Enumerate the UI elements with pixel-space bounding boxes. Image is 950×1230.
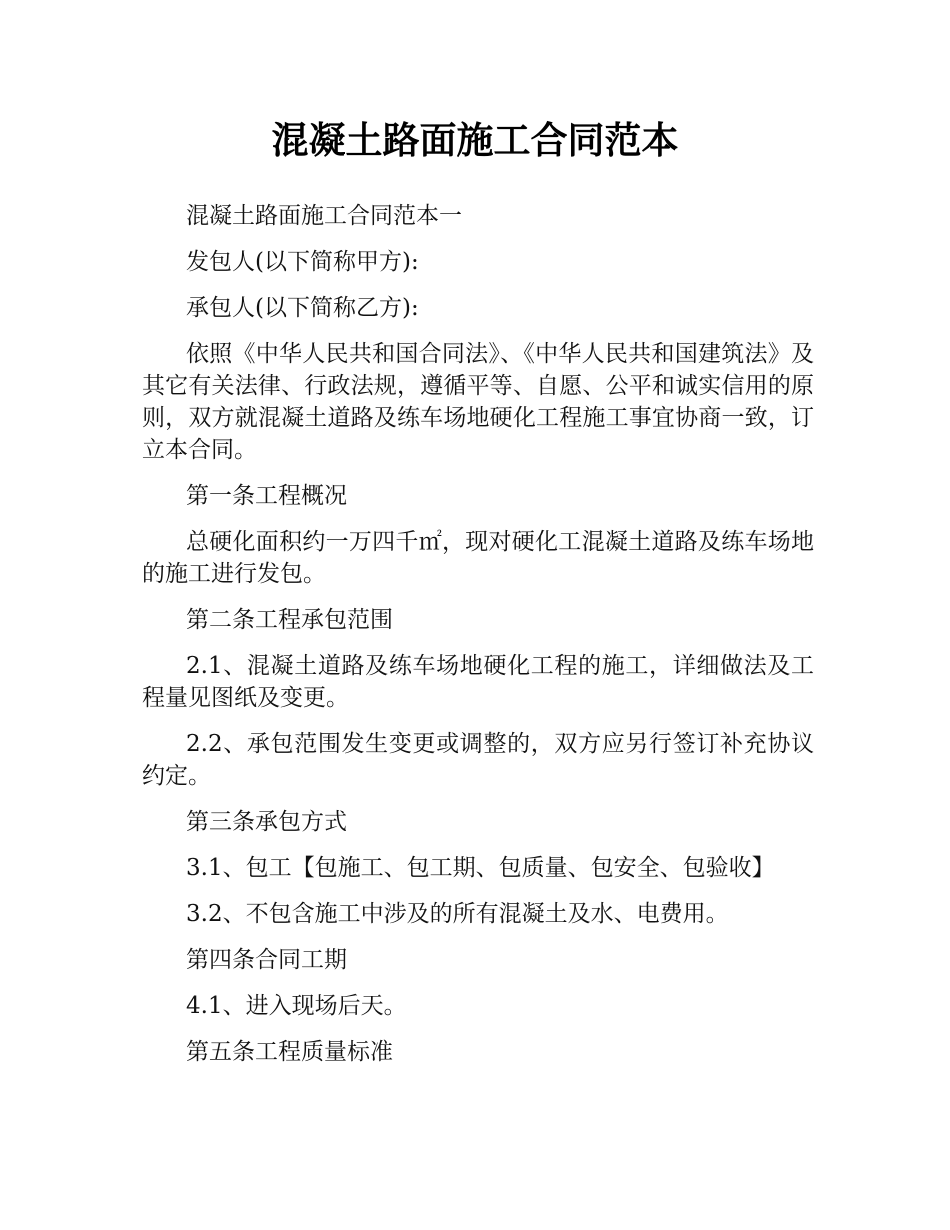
article-4-heading: 第四条合同工期: [186, 947, 347, 973]
clause-2-1: 2.1、混凝土道路及练车场地硬化工程的施工，详细做法及工程量见图纸及变更。: [142, 653, 814, 711]
article-2-heading: 第二条工程承包范围: [186, 607, 393, 633]
paragraph-legal-basis: 依照《中华人民共和国合同法》、《中华人民共和国建筑法》及其它有关法律、行政法规，遵循平等、自愿、公平和诚实信用的原则，双方就混凝土道路及练车场地硬化工程施工事宜协商一致，订立本合同。: [142, 341, 814, 463]
paragraph-party-b: 承包人(以下简称乙方):: [186, 295, 419, 321]
article-3-heading: 第三条承包方式: [186, 809, 347, 835]
paragraph-heading-contract: 混凝土路面施工合同范本一: [186, 203, 462, 229]
clause-3-2: 3.2、不包含施工中涉及的所有混凝土及水、电费用。: [186, 901, 729, 927]
document-body: [142, 200, 814, 1082]
article-1-text: 总硬化面积约一万四千㎡，现对硬化工混凝土道路及练车场地的施工进行发包。: [142, 529, 814, 587]
article-5-heading: 第五条工程质量标准: [186, 1039, 393, 1065]
document-title: 混凝土路面施工合同范本: [271, 119, 679, 162]
article-1-heading: 第一条工程概况: [186, 483, 347, 509]
clause-2-2: 2.2、承包范围发生变更或调整的，双方应另行签订补充协议约定。: [142, 731, 814, 789]
clause-3-1: 3.1、包工【包施工、包工期、包质量、包安全、包验收】: [186, 855, 775, 881]
clause-4-1: 4.1、进入现场后天。: [186, 993, 407, 1019]
paragraph-party-a: 发包人(以下简称甲方):: [186, 249, 419, 275]
